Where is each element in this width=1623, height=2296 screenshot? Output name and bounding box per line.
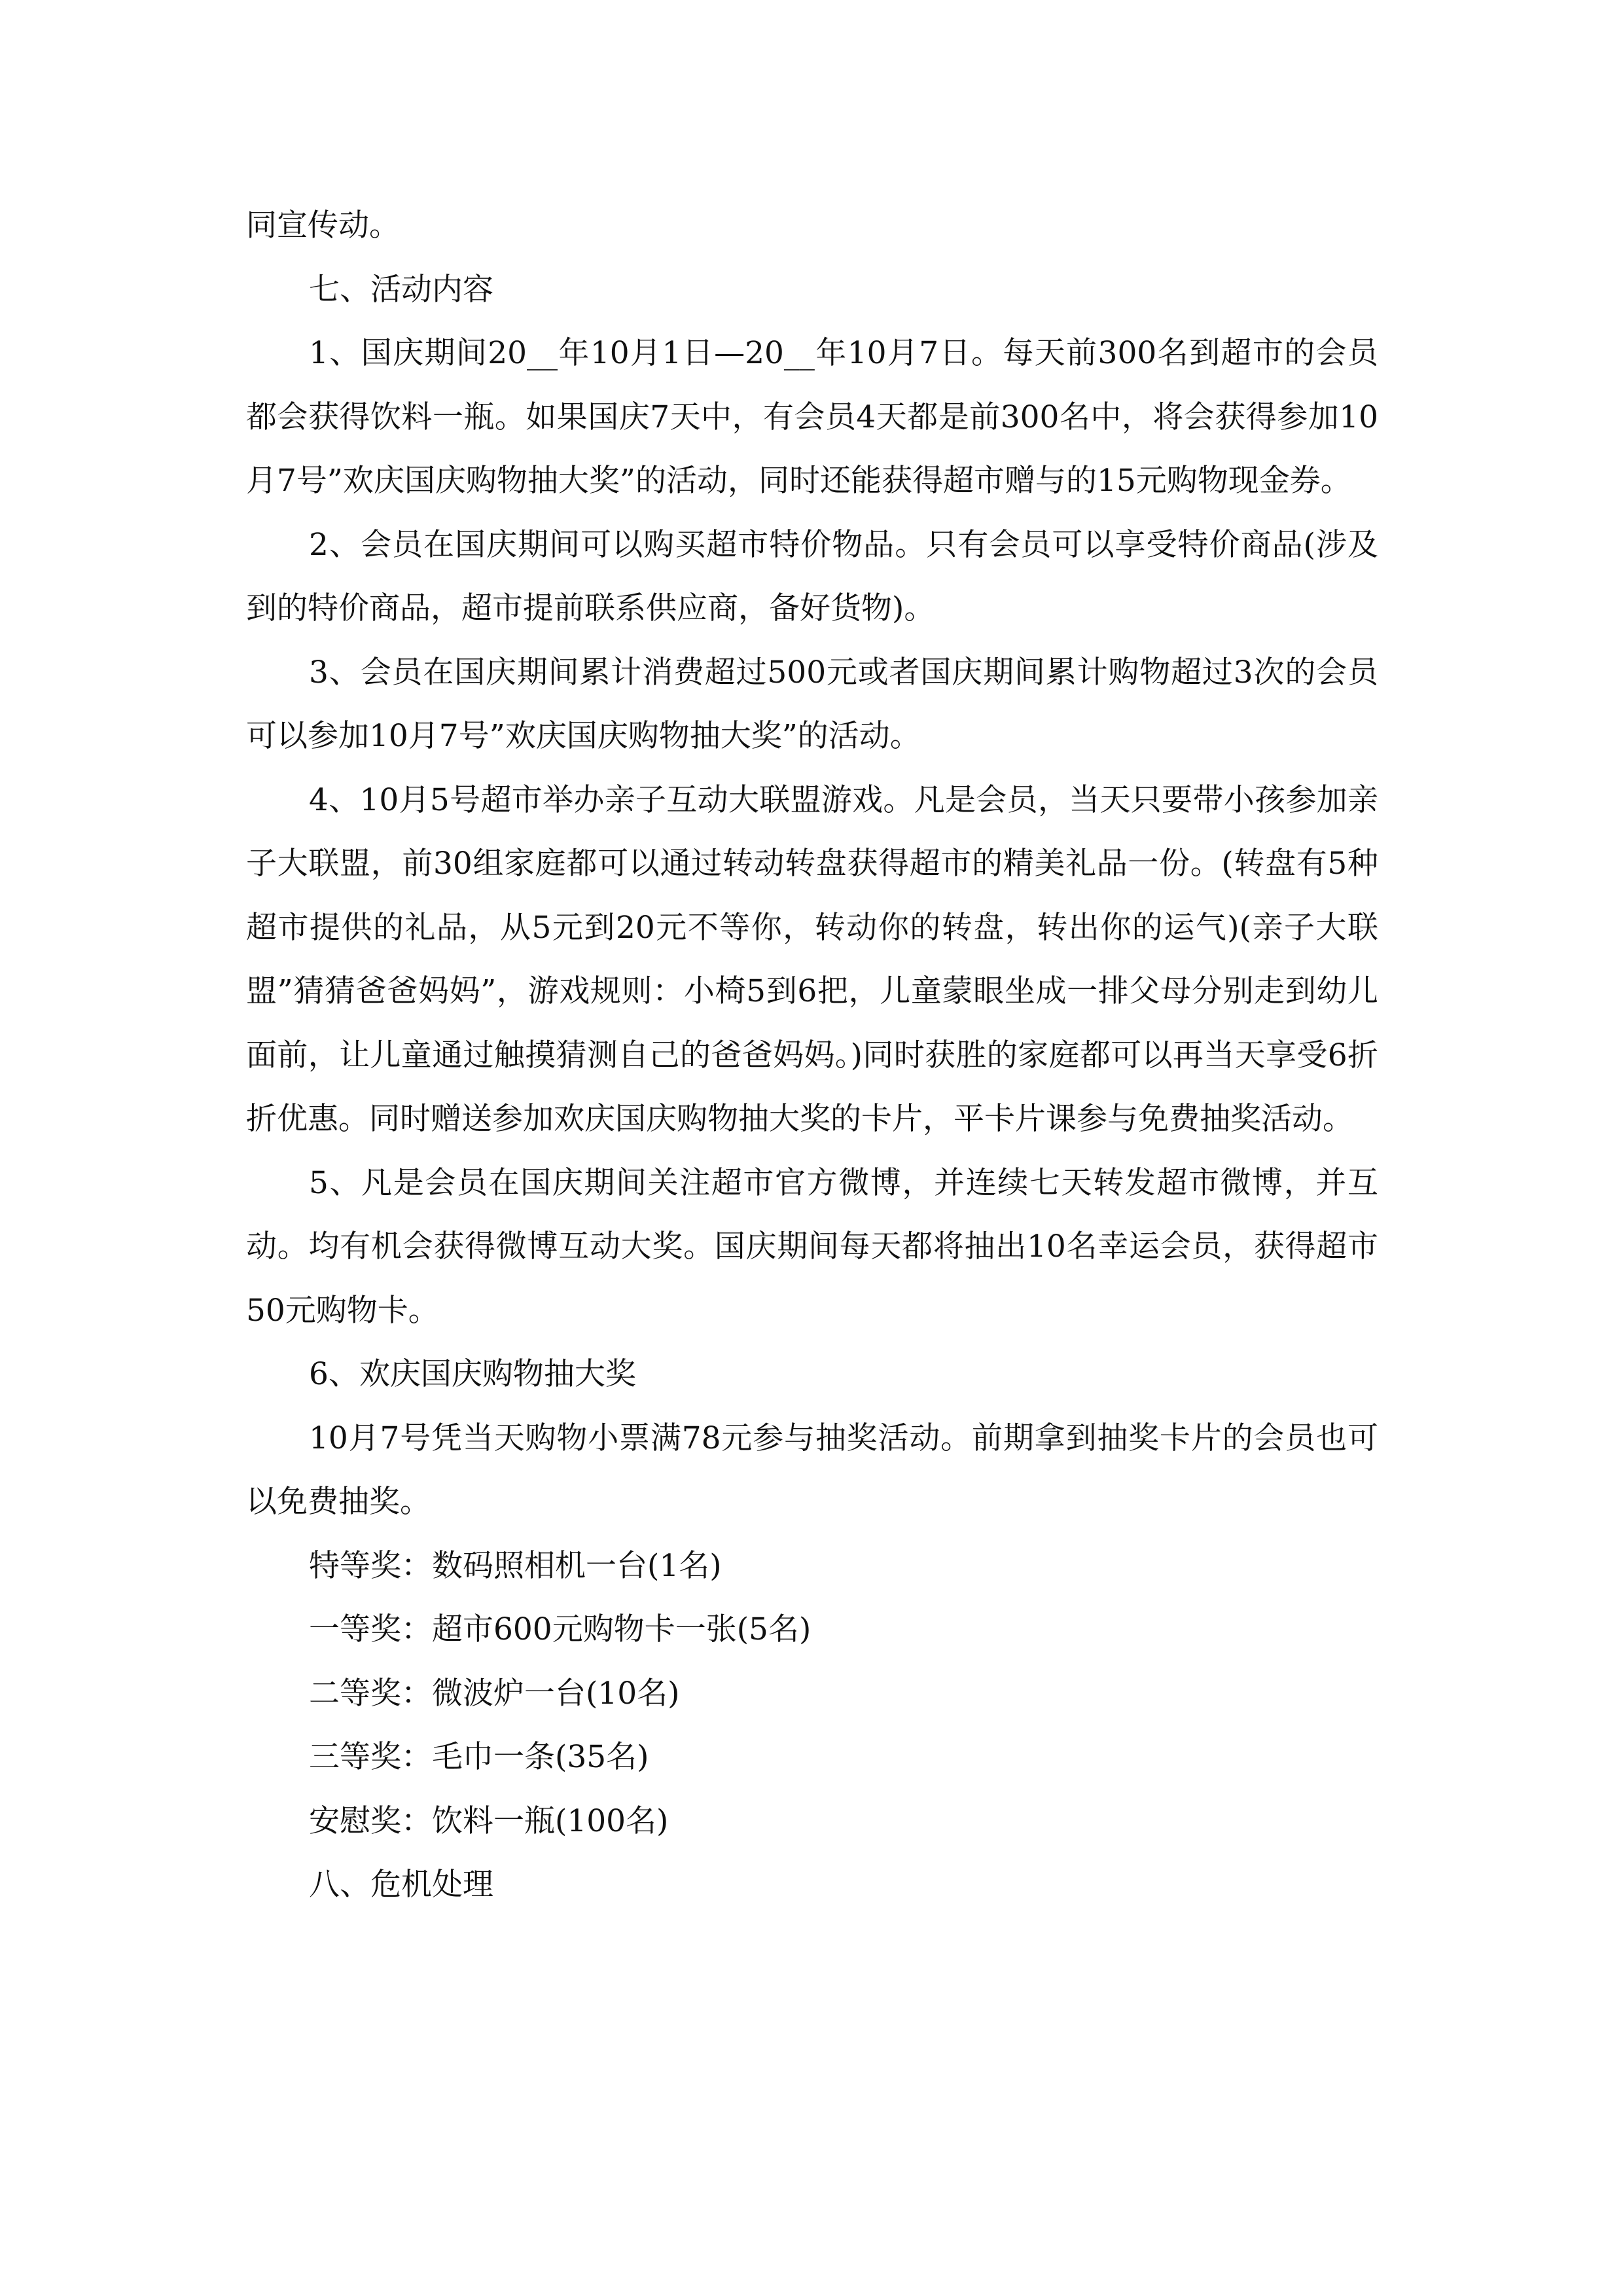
activity-item-5: 5、凡是会员在国庆期间关注超市官方微博，并连续七天转发超市微博，并互动。均有机会获得微博互动大奖。国庆期间每天都将抽出10名幸运会员，获得超市50元购物卡。 [246, 1164, 1378, 1329]
prize-special: 特等奖：数码照相机一台(1名) [309, 1547, 722, 1584]
prize-second: 二等奖：微波炉一台(10名) [309, 1675, 680, 1712]
activity-item-6-heading: 6、欢庆国庆购物抽大奖 [309, 1356, 636, 1392]
paragraph-continuation: 同宣传动。 [246, 207, 400, 243]
prize-third: 三等奖：毛巾一条(35名) [309, 1739, 649, 1775]
prize-first: 一等奖：超市600元购物卡一张(5名) [309, 1611, 812, 1647]
lottery-description: 10月7号凭当天购物小票满78元参与抽奖活动。前期拿到抽奖卡片的会员也可以免费抽奖。 [246, 1420, 1378, 1520]
document-body [246, 194, 1378, 1917]
activity-item-1: 1、国庆期间20__年10月1日—20__年10月7日。每天前300名到超市的会员都会获得饮料一瓶。如果国庆7天中，有会员4天都是前300名中，将会获得参加10月7号”欢庆国庆购物抽大奖”的活动，同时还能获得超市赠与的15元购物现金券。 [246, 335, 1378, 499]
prize-consolation: 安慰奖：饮料一瓶(100名) [309, 1803, 669, 1839]
section-heading-activity-content: 七、活动内容 [309, 271, 493, 308]
activity-item-3: 3、会员在国庆期间累计消费超过500元或者国庆期间累计购物超过3次的会员可以参加10月7号”欢庆国庆购物抽大奖”的活动。 [246, 654, 1378, 754]
activity-item-4: 4、10月5号超市举办亲子互动大联盟游戏。凡是会员，当天只要带小孩参加亲子大联盟，前30组家庭都可以通过转动转盘获得超市的精美礼品一份。(转盘有5种超市提供的礼品，从5元到20元不等你，转动你的转盘，转出你的运气)(亲子大联盟”猜猜爸爸妈妈”，游戏规则：小椅5到6把，儿童蒙眼坐成一排父母分别走到幼儿面前，让儿童通过触摸猜测自己的爸爸妈妈。)同时获胜的家庭都可以再当天享受6折折优惠。同时赠送参加欢庆国庆购物抽大奖的卡片，平卡片课参与免费抽奖活动。 [246, 781, 1378, 1137]
activity-item-2: 2、会员在国庆期间可以购买超市特价物品。只有会员可以享受特价商品(涉及到的特价商品，超市提前联系供应商，备好货物)。 [246, 526, 1378, 626]
section-heading-crisis-handling: 八、危机处理 [309, 1867, 493, 1903]
